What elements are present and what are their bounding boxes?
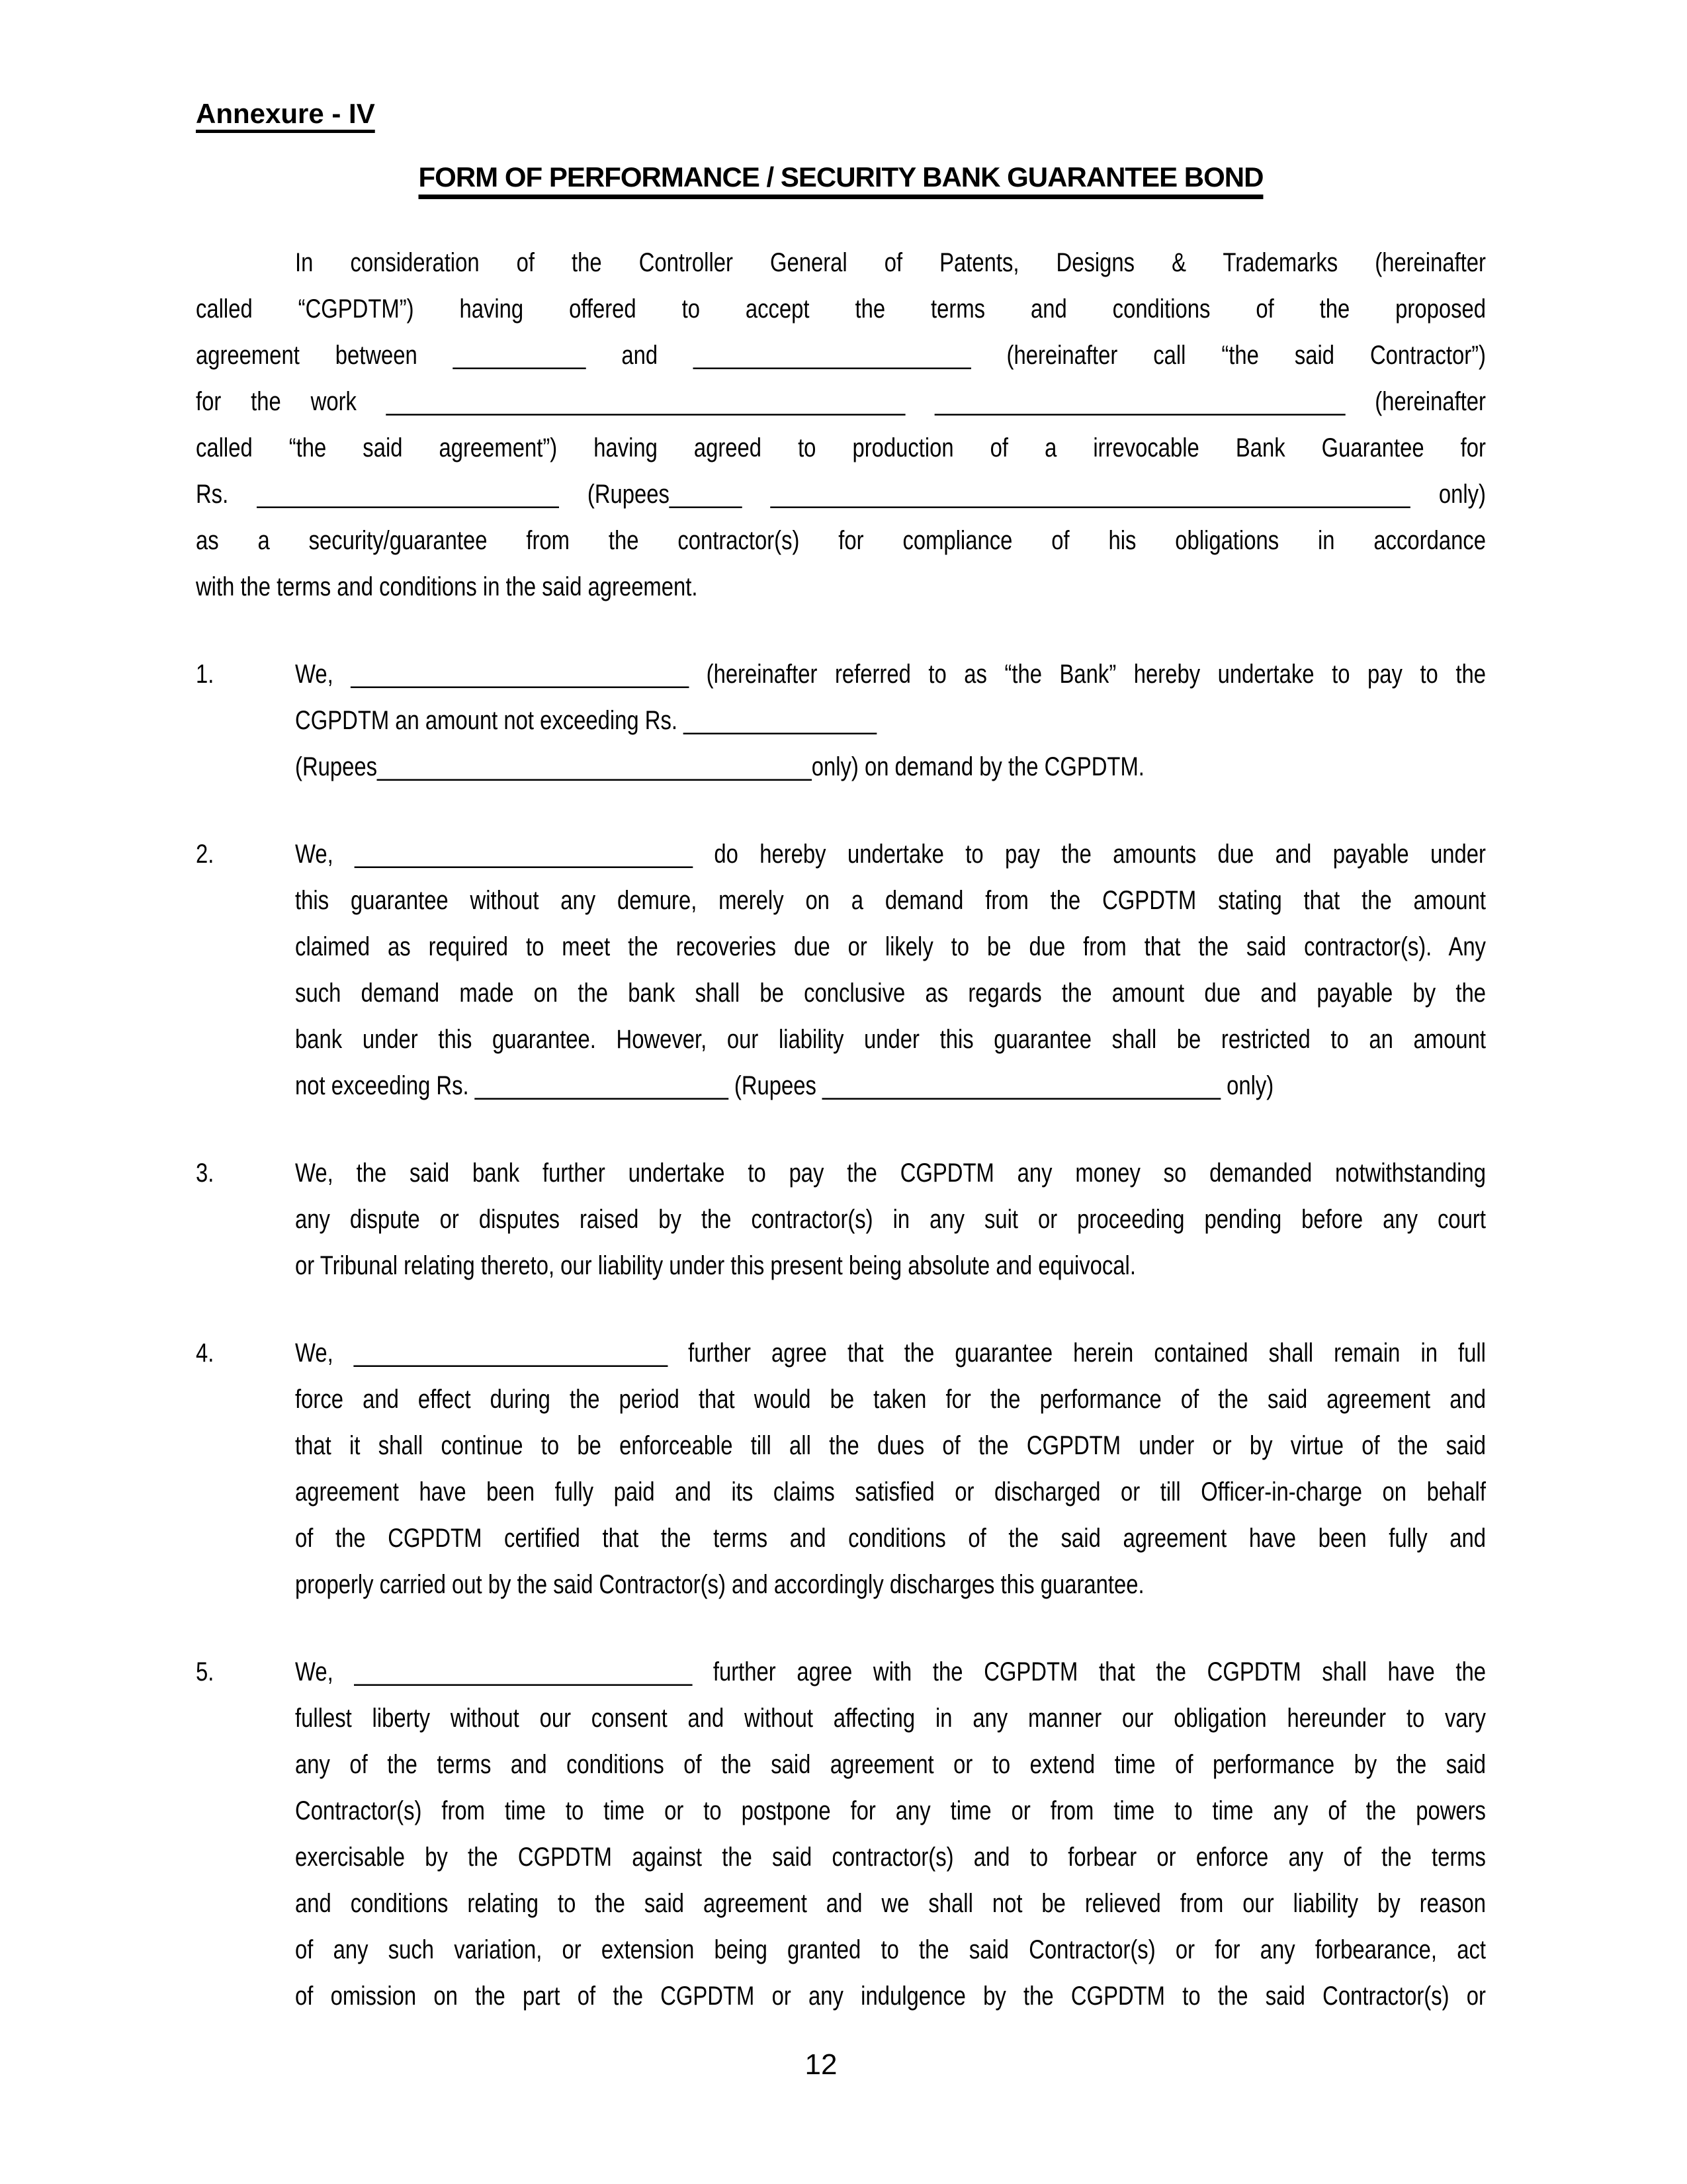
item-number: 3. — [196, 1158, 214, 1188]
list-item-3 — [196, 1150, 1486, 1289]
item-line: any of the terms and conditions of the said agreement or to extend time of performance by the said — [295, 1750, 1486, 1779]
item-line: of any such variation, or extension being granted to the said Contractor(s) or for any forbearance, act — [295, 1935, 1486, 1964]
item-line: such demand made on the bank shall be conclusive as regards the amount due and payable by the — [295, 979, 1486, 1008]
item-number: 1. — [196, 660, 214, 689]
item-number: 4. — [196, 1338, 214, 1368]
item-line: force and effect during the period that would be taken for the performance of the said agreement and — [295, 1385, 1486, 1414]
intro-line: In consideration of the Controller General of Patents, Designs & Trademarks (hereinafter — [295, 248, 1486, 277]
item-line: of the CGPDTM certified that the terms and conditions of the said agreement have been fully and — [295, 1524, 1486, 1553]
item-line: that it shall continue to be enforceable till all the dues of the CGPDTM under or by virtue of the said — [295, 1431, 1486, 1460]
intro-line: as a security/guarantee from the contractor(s) for compliance of his obligations in accordance — [196, 526, 1486, 555]
item-line: not exceeding Rs. _____________________ (Rupees _________________________________ only) — [295, 1071, 1274, 1100]
item-line: We, ____________________________ further agree with the CGPDTM that the CGPDTM shall have the — [295, 1657, 1486, 1686]
item-line: claimed as required to meet the recoveries due or likely to be due from that the said contractor(s). Any — [295, 932, 1486, 961]
item-line: We, ____________________________ (hereinafter referred to as “the Bank” hereby undertake to pay to the — [295, 660, 1486, 689]
intro-line: Rs. _________________________ (Rupees______ _____________________________________________________ only) — [196, 480, 1486, 509]
item-line: of omission on the part of the CGPDTM or any indulgence by the CGPDTM to the said Contractor(s) or — [295, 1982, 1486, 2011]
list-item-4 — [196, 1330, 1486, 1608]
item-line: agreement have been fully paid and its claims satisfied or discharged or till Officer-in-charge on behalf — [295, 1477, 1486, 1507]
item-line: fullest liberty without our consent and without affecting in any manner our obligation hereunder to vary — [295, 1704, 1486, 1733]
list-item-2 — [196, 831, 1486, 1109]
item-line: We, the said bank further undertake to pay the CGPDTM any money so demanded notwithstanding — [295, 1158, 1486, 1188]
intro-line: with the terms and conditions in the said agreement. — [196, 572, 698, 601]
item-line: exercisable by the CGPDTM against the said contractor(s) and to forbear or enforce any of the terms — [295, 1843, 1486, 1872]
intro-paragraph — [196, 240, 1486, 610]
item-line: this guarantee without any demure, merely on a demand from the CGPDTM stating that the amount — [295, 886, 1486, 915]
item-line: properly carried out by the said Contractor(s) and accordingly discharges this guarantee. — [295, 1570, 1145, 1599]
item-line: Contractor(s) from time to time or to postpone for any time or from time to time any of the powers — [295, 1796, 1486, 1825]
page-number: 12 — [804, 2048, 838, 2081]
list-item-5 — [196, 1649, 1486, 2019]
item-line: CGPDTM an amount not exceeding Rs. ________________ — [295, 706, 877, 735]
annexure-label: Annexure - IV — [196, 98, 375, 129]
item-line: We, __________________________ further agree that the guarantee herein contained shall remain in full — [295, 1338, 1486, 1368]
document-body — [196, 240, 1486, 2019]
item-line: (Rupees____________________________________only) on demand by the CGPDTM. — [295, 752, 1145, 781]
item-line: and conditions relating to the said agreement and we shall not be relieved from our liability by reason — [295, 1889, 1486, 1918]
intro-line: called “the said agreement”) having agreed to production of a irrevocable Bank Guarantee for — [196, 433, 1486, 462]
page-title-text: FORM OF PERFORMANCE / SECURITY BANK GUARANTEE BOND — [418, 161, 1264, 193]
intro-line: for the work ___________________________________________ __________________________________ (hereinafter — [196, 387, 1486, 416]
item-line: any dispute or disputes raised by the contractor(s) in any suit or proceeding pending before any court — [295, 1205, 1486, 1234]
page-title — [196, 161, 1486, 193]
item-line: We, ____________________________ do hereby undertake to pay the amounts due and payable under — [295, 840, 1486, 869]
intro-line: called “CGPDTM”) having offered to accept the terms and conditions of the proposed — [196, 294, 1486, 324]
intro-line: agreement between ___________ and _______________________ (hereinafter call “the said Contractor”) — [196, 341, 1486, 370]
item-line: bank under this guarantee. However, our liability under this guarantee shall be restricted to an amount — [295, 1025, 1486, 1054]
item-number: 5. — [196, 1657, 214, 1686]
item-number: 2. — [196, 840, 214, 869]
item-line: or Tribunal relating thereto, our liability under this present being absolute and equivocal. — [295, 1251, 1136, 1280]
list-item-1 — [196, 651, 1486, 790]
